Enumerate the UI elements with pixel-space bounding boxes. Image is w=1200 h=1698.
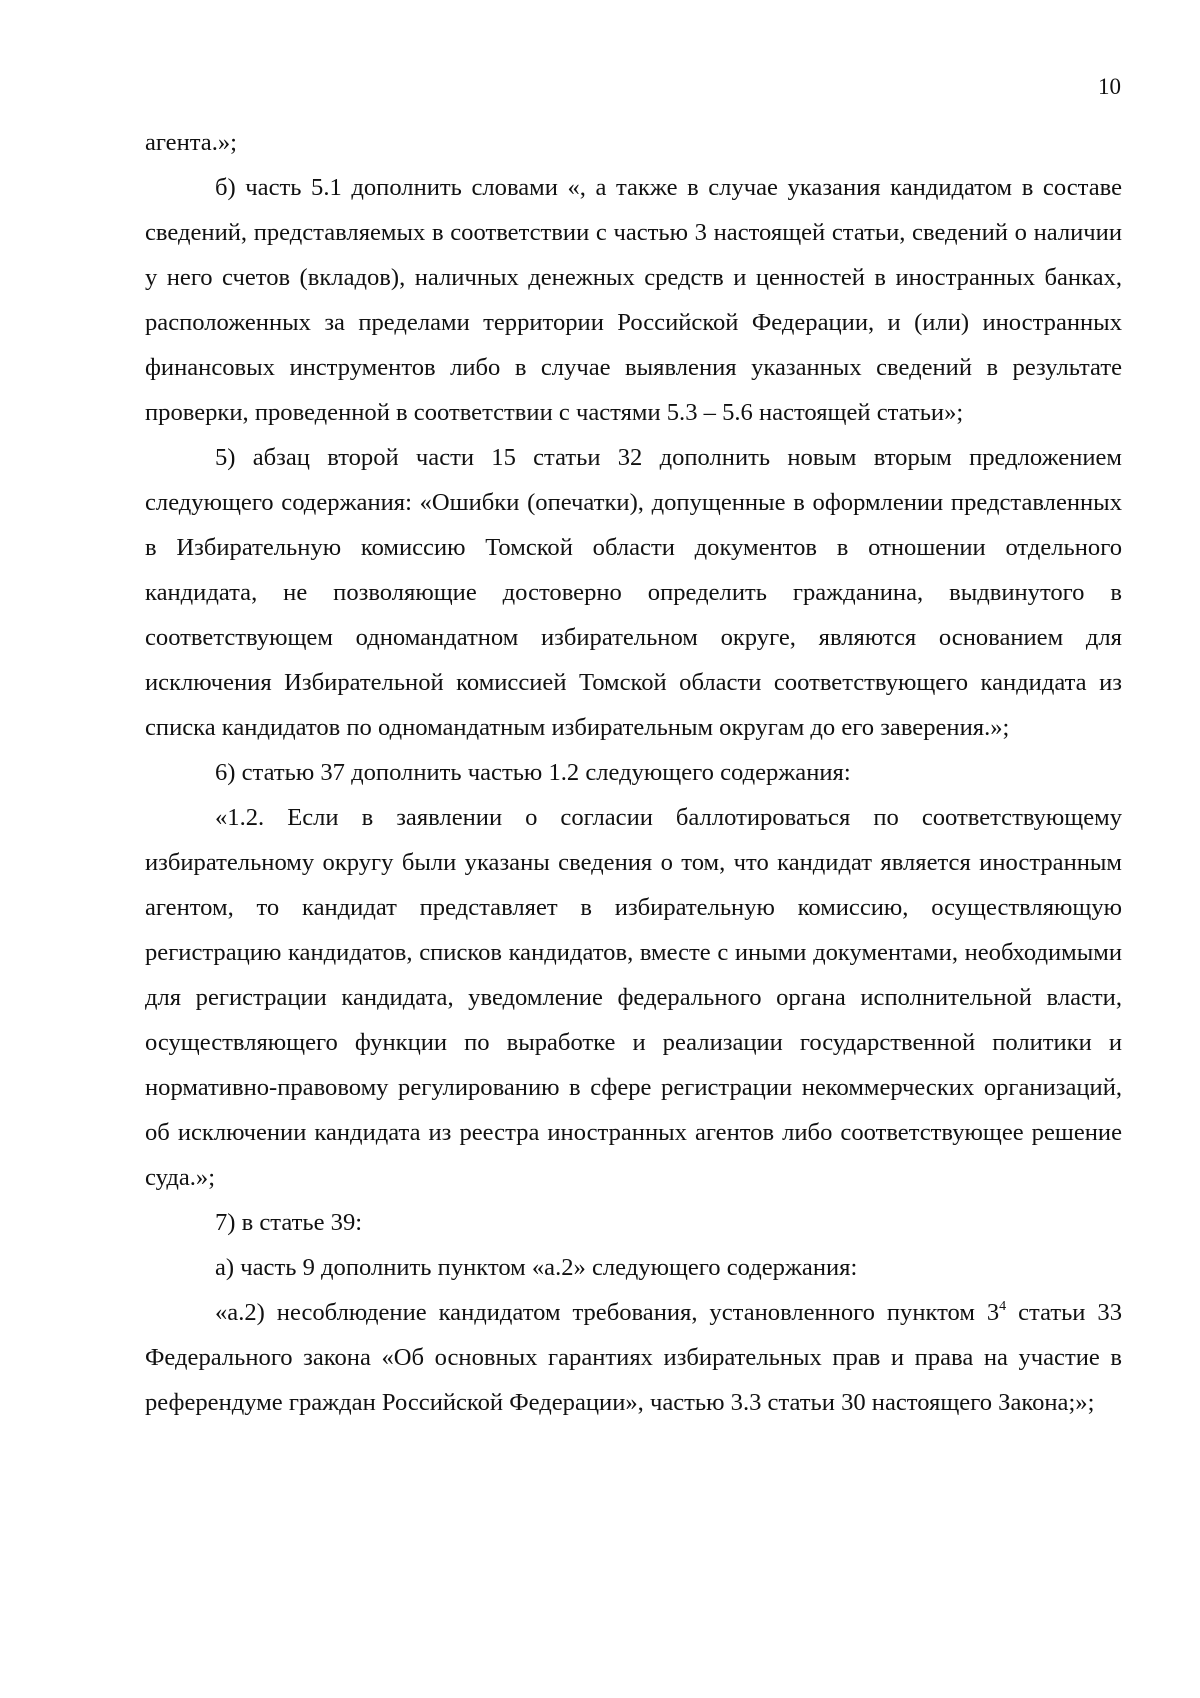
paragraph-item-5: 5) абзац второй части 15 статьи 32 дополнить новым вторым предложением следующего содержания: «Ошибки (опечатки), допущенные в оформлении представленных в Избирательную комиссию Томской области документов в отношении отдельного кандидата, не позволяющие достоверно определить гражданина, выдвинутого в соответствующем одномандатном избирательном округе, являются основанием для исключения Избирательной комиссией Томской области соответствующего кандидата из списка кандидатов по одномандатным избирательным округам до его заверения.»; [145, 444, 1122, 741]
document-body [145, 120, 1122, 1425]
paragraph-item-b: б) часть 5.1 дополнить словами «, а также в случае указания кандидатом в составе сведений, представляемых в соответствии с частью 3 настоящей статьи, сведений о наличии у него счетов (вкладов), наличных денежных средств и ценностей в иностранных банках, расположенных за пределами территории Российской Федерации, и (или) иностранных финансовых инструментов либо в случае выявления указанных сведений в результате проверки, проведенной в соответствии с частями 5.3 – 5.6 настоящей статьи»; [145, 174, 1122, 426]
paragraph-item-7: 7) в статье 39: [215, 1209, 363, 1236]
paragraph-continuation: агента.»; [145, 129, 237, 156]
superscript-number: 4 [999, 1299, 1007, 1314]
paragraph-item-6: 6) статью 37 дополнить частью 1.2 следующего содержания: [215, 759, 851, 786]
paragraph-item-a: а) часть 9 дополнить пунктом «а.2» следующего содержания: [215, 1254, 858, 1281]
paragraph-text-before-superscript: «а.2) несоблюдение кандидатом требования, установленного пунктом 3 [215, 1299, 1000, 1326]
paragraph-quote-1-2: «1.2. Если в заявлении о согласии баллотироваться по соответствующему избирательному округу были указаны сведения о том, что кандидат является иностранным агентом, то кандидат представляет в избирательную комиссию, осуществляющую регистрацию кандидатов, списков кандидатов, вместе с иными документами, необходимыми для регистрации кандидата, уведомление федерального органа исполнительной власти, осуществляющего функции по выработке и реализации государственной политики и нормативно-правовому регулированию в сфере регистрации некоммерческих организаций, об исключении кандидата из реестра иностранных агентов либо соответствующее решение суда.»; [145, 804, 1122, 1191]
paragraph-quote-a-2 [145, 1290, 1122, 1425]
page-number: 10 [1098, 74, 1121, 99]
paragraph-text-after-superscript: статьи 33 Федерального закона «Об основных гарантиях избирательных прав и права на участие в референдуме граждан Российской Федерации», частью 3.3 статьи 30 настоящего Закона;»; [145, 1299, 1122, 1416]
